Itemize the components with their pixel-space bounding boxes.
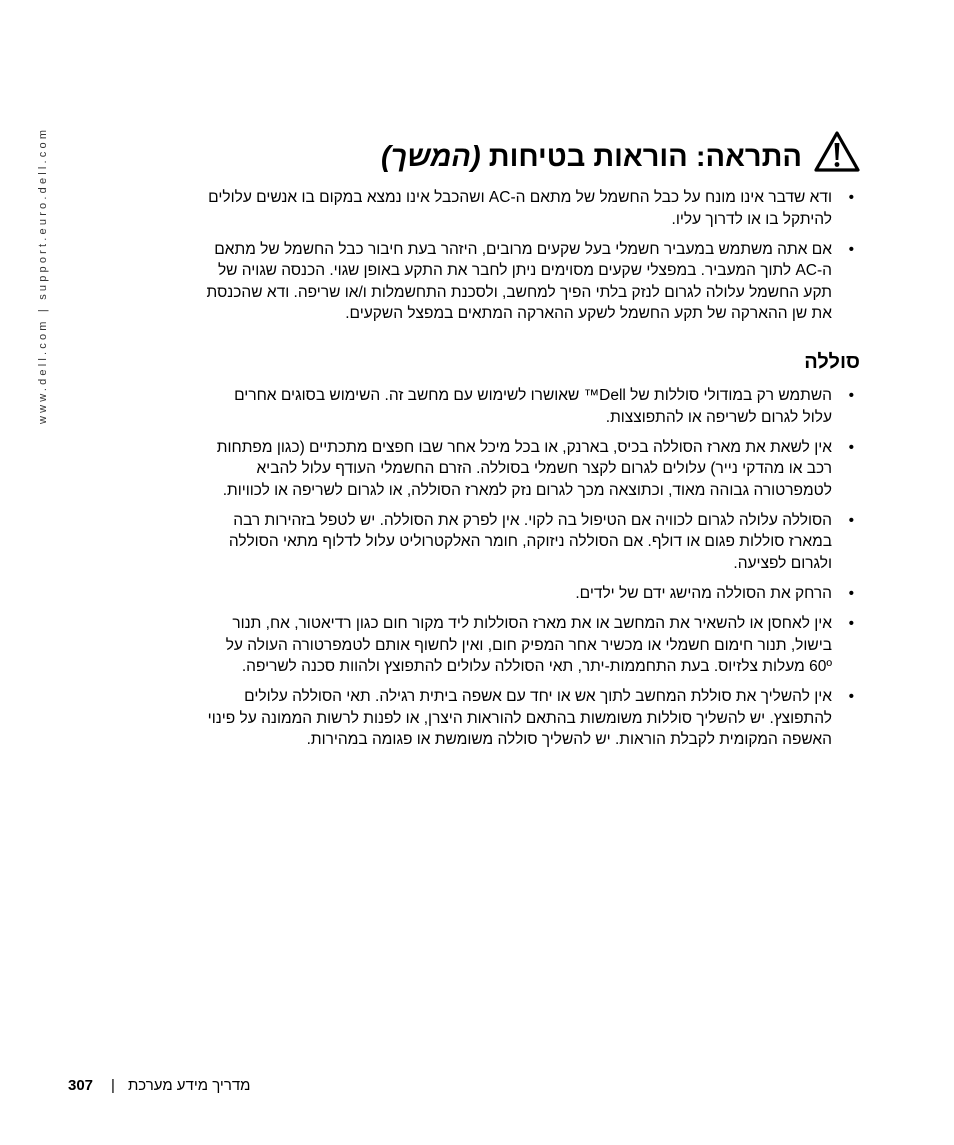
heading-continued: (המשך) (380, 141, 481, 173)
list-item (192, 510, 854, 575)
list-item (192, 385, 854, 428)
bullet: • (848, 688, 854, 706)
section-title-battery: סוללה (804, 351, 860, 373)
warning-triangle-icon (814, 130, 860, 173)
item-line: ה-AC לתוך המעביר. במפצלי שקעים מסוימים ניתן לחבר את התקע באופן שגוי. הכנסה שגויה של (217, 262, 832, 280)
item-line: להיתקל בו או לדרוך עליו. (671, 210, 832, 228)
page-title (381, 128, 860, 174)
item-line: אין לאחסן או להשאיר את המחשב או את מארז הסוללות ליד מקור חום כגון רדיאטור, אח, תנור (232, 614, 832, 632)
list-item (192, 613, 854, 678)
item-line: אם אתה משתמש במעביר חשמלי בעל שקעים מרובים, היזהר בעת חיבור כבל החשמל של מתאם (214, 240, 832, 258)
item-line: האשפה המקומית לקבלת הוראות. יש להשליך סוללה משומשת או פגומה במהירות. (306, 731, 832, 749)
item-line: 60º מעלות צלזיוס. בעת התחממות-יתר, תאי הסוללה עלולים להתפוצץ ולהוות סכנה לשריפה. (241, 658, 832, 676)
bullet: • (848, 240, 854, 258)
list-item (192, 187, 854, 230)
item-line: במארז סוללות פגום או דולף. אם הסוללה ניזוקה, חומר האלקטרוליט עלול לדלוף מתאי הסוללה (228, 533, 832, 551)
footer-separator: | (111, 1077, 115, 1094)
general-safety-list (192, 187, 854, 325)
bullet: • (848, 189, 854, 206)
item-line: אין לשאת את מארז הסוללה בכיס, בארנק, או בכל מיכל אחר שבו חפצים מתכתיים (כגון מפתחות (216, 438, 832, 456)
item-line: ודא שדבר אינו מונח על כבל החשמל של מתאם ה-AC ושהכבל אינו נמצא במקום בו אנשים עלולים (208, 189, 832, 206)
item-line: השתמש רק במודולי סוללות של Dell™ שאושרו לשימוש עם מחשב זה. השימוש בסוגים אחרים (234, 387, 832, 404)
list-item (192, 686, 854, 751)
bullet: • (848, 511, 854, 529)
list-item (192, 437, 854, 502)
list-item (192, 239, 854, 325)
item-line: לטמפרטורה גבוהה מאוד, וכתוצאה מכך לגרום נזק למארז הסוללה, או לגרום לשריפה או לכוויות. (222, 481, 832, 499)
list-item (192, 583, 854, 605)
item-line: רכב או מהדקי נייר) עלולים לגרום לקצר חשמלי בסוללה. הזרם החשמלי העודף עלול להביא (256, 460, 832, 478)
heading-title: התראה: הוראות בטיחות (488, 141, 802, 173)
page-number: 307 (68, 1077, 94, 1094)
item-line: את שן ההארקה של תקע החשמל לשקע ההארקה המתאים במפצל השקעים. (345, 305, 832, 323)
item-line: הסוללה עלולה לגרום לכוויה אם הטיפול בה לקוי. אין לפרק את הסוללה. יש לטפל בזהירות רבה (233, 511, 832, 529)
item-line: ולגרום לפציעה. (733, 554, 832, 572)
page-footer (68, 1076, 250, 1096)
bullet: • (848, 387, 854, 404)
item-line: בישול, תנור חימום חשמלי או מכשיר אחר המפיק חום, ואין לחשוף אותם לטמפרטורה העולה על (225, 636, 832, 654)
item-line: להתפוצץ. יש להשליך סוללות משומשות בהתאם להוראות היצרן, או לפנות לרשות הממונה על פינוי (207, 709, 832, 727)
guide-title: מדריך מידע מערכת (127, 1077, 251, 1094)
side-url-text: www.dell.com | support.euro.dell.com (37, 126, 49, 424)
bullet: • (848, 584, 854, 602)
bullet: • (848, 438, 854, 456)
bullet: • (848, 614, 854, 632)
item-line: הרחק את הסוללה מהישג ידם של ילדים. (575, 584, 832, 602)
item-line: תקע החשמל עלולה לגרום לנזק בלתי הפיך למחשב, ולסכנת התחשמלות ו/או שריפה. ודא שהכנסת (206, 283, 832, 301)
battery-safety-list (192, 385, 854, 751)
item-line: עלול לגרום לשריפה או להתפוצצות. (605, 408, 832, 426)
heading-text (381, 134, 802, 180)
item-line: אין להשליך את סוללת המחשב לתוך אש או יחד עם אשפה ביתית רגילה. תאי הסוללה עלולים (244, 688, 832, 706)
